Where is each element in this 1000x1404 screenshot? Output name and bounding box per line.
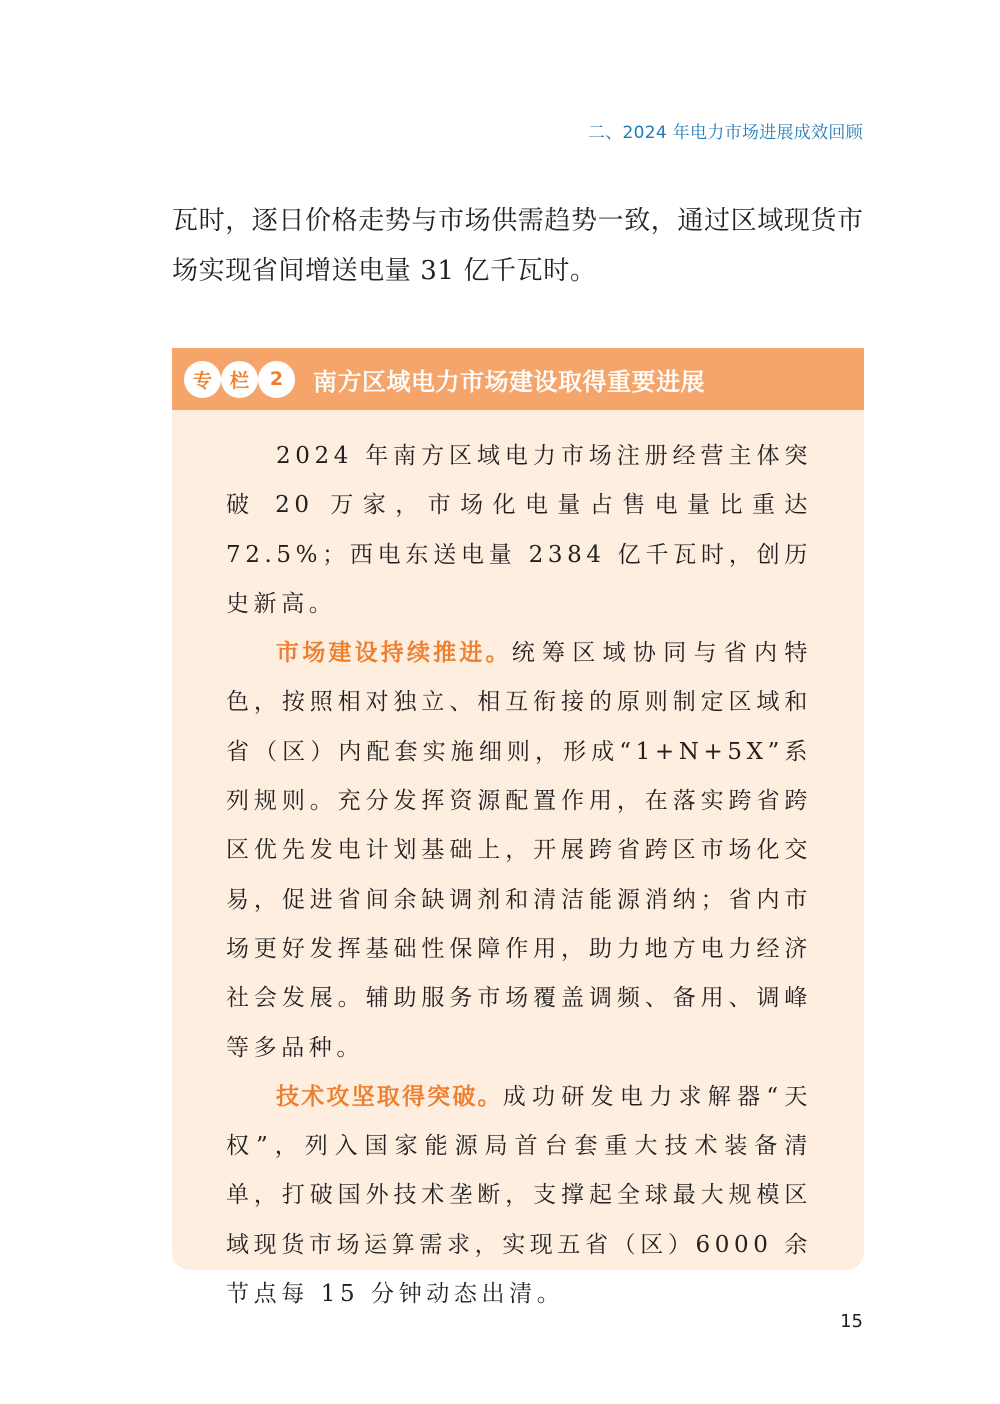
badge-number: 2	[260, 363, 293, 396]
column-paragraph: 2024 年南方区域电力市场注册经营主体突破 20 万家，市场化电量占售电量比重达 72.5%；西电东送电量 2384 亿千瓦时，创历史新高。	[226, 443, 812, 617]
page-number: 15	[840, 1311, 863, 1332]
column-paragraph	[226, 629, 812, 1073]
column-paragraph	[226, 1073, 812, 1319]
intro-paragraph	[172, 196, 872, 296]
column-box-header	[172, 348, 864, 410]
column-box	[172, 348, 864, 1308]
column-body	[172, 410, 864, 1319]
paragraph-lead-highlight: 市场建设持续推进。	[276, 640, 512, 667]
paragraph-lead-highlight: 技术攻坚取得突破。	[276, 1083, 503, 1110]
paragraph-text: 成功研发电力求解器“天权”，列入国家能源局首台套重大技术装备清单，打破国外技术垄断，支撑起全球最大规模区域现货市场运算需求，实现五省（区）6000 余节点每 15 分钟动态出清。	[226, 1083, 813, 1308]
badge-char: 栏	[223, 363, 256, 396]
running-header: 二、2024 年电力市场进展成效回顾	[587, 123, 863, 143]
badge-char: 专	[186, 363, 219, 396]
column-badge	[186, 363, 293, 396]
intro-line: 瓦时，逐日价格走势与市场供需趋势一致，通过区域现货市	[172, 206, 864, 236]
intro-line: 场实现省间增送电量 31 亿千瓦时。	[172, 256, 597, 286]
column-title: 南方区域电力市场建设取得重要进展	[313, 367, 705, 396]
paragraph-text: 统筹区域协同与省内特色，按照相对独立、相互衔接的原则制定区域和省（区）内配套实施细则，形成“1+N+5X”系列规则。充分发挥资源配置作用，在落实跨省跨区优先发电计划基础上，开展跨省跨区市场化交易，促进省间余缺调剂和清洁能源消纳；省内市场更好发挥基础性保障作用，助力地方电力经济社会发展。辅助服务市场覆盖调频、备用、调峰等多品种。	[226, 640, 812, 1061]
